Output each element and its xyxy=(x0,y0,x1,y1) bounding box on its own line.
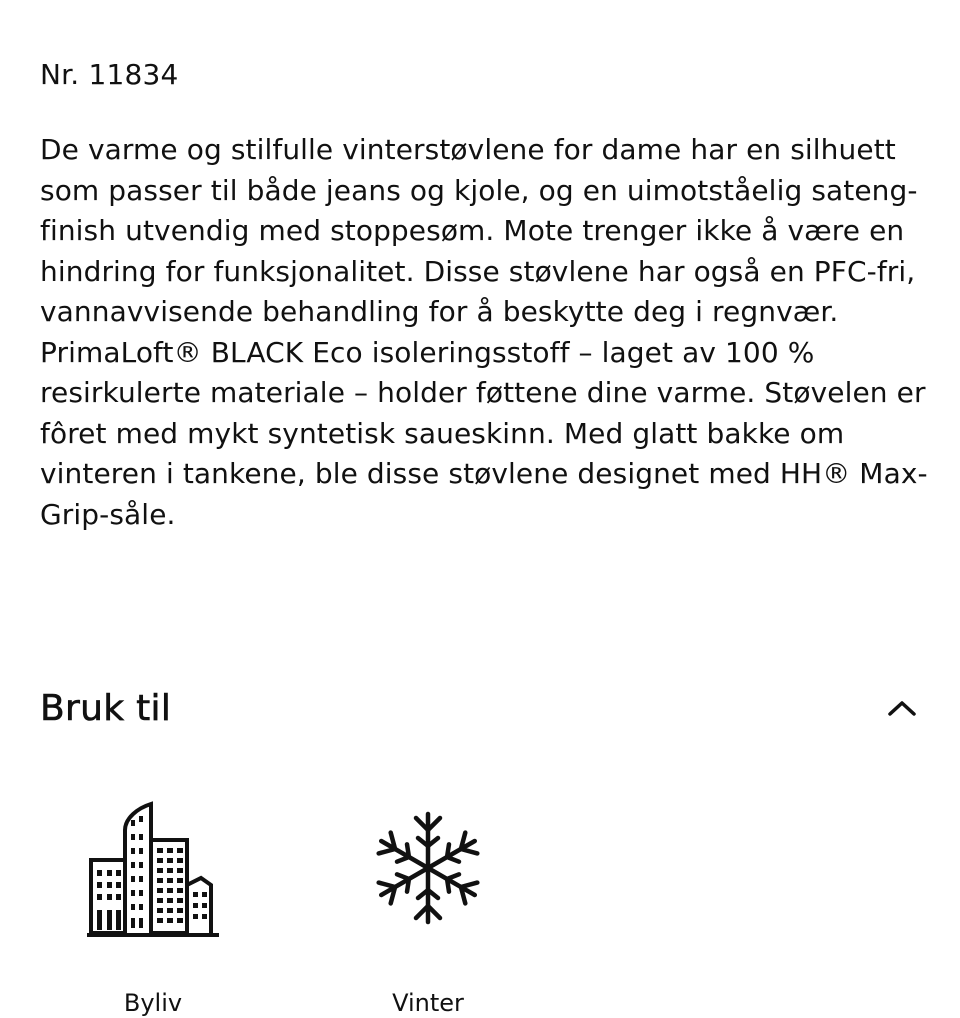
usage-label-byliv: Byliv xyxy=(123,989,183,1017)
usage-label-vinter: Vinter xyxy=(392,989,464,1017)
usage-list xyxy=(0,790,960,1017)
usage-section-header[interactable] xyxy=(40,680,920,736)
product-description: De varme og stilfulle vinterstøvlene for dame har en silhuett som passer til både jeans og kjole, og en uimotståelig sateng-finish utvendig med stoppesøm. Mote trenger ikke å være en hindring for funksjonalitet. Disse støvlene har også en PFC-fri, vannavvisende behandling for å beskytte deg i regnvær. PrimaLoft® BLACK Eco isoleringsstoff – laget av 100 % resirkulerte materiale – holder føttene dine varme. Støvelen er fôret med mykt syntetisk saueskinn. Med glatt bakke om vinteren i tankene, ble disse støvlene designet med HH® Max-Grip-såle. xyxy=(40,133,928,531)
snowflake-icon xyxy=(358,790,498,940)
usage-section-title: Bruk til xyxy=(40,687,172,729)
chevron-up-icon[interactable] xyxy=(884,690,920,726)
usage-item-vinter xyxy=(328,790,528,1017)
city-buildings-icon xyxy=(83,790,223,940)
product-number: Nr. 11834 xyxy=(40,58,179,91)
usage-item-byliv xyxy=(53,790,253,1017)
